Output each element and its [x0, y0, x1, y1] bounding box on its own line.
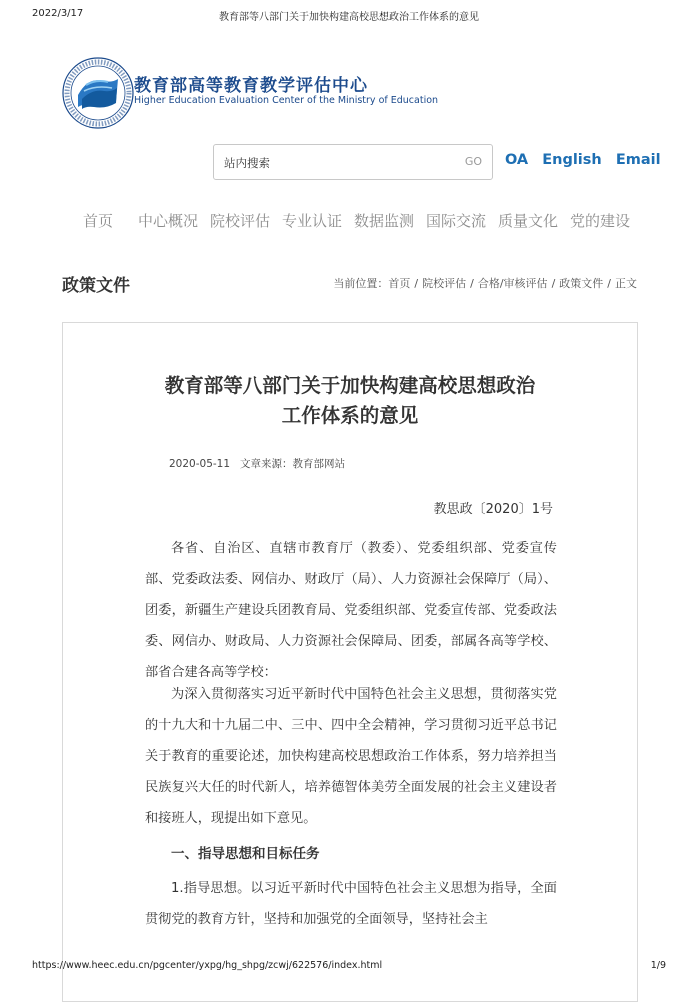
email-link[interactable]: Email	[615, 152, 661, 168]
print-footer	[0, 960, 698, 974]
site-name-en: Higher Education Evaluation Center of the Ministry of Education	[134, 95, 439, 106]
print-page-number: 1/9	[650, 960, 666, 971]
nav-item-home[interactable]: 首页	[83, 212, 114, 230]
article-card	[62, 322, 638, 1002]
breadcrumb-home[interactable]: 首页	[388, 277, 411, 290]
oa-link[interactable]: OA	[505, 152, 529, 168]
print-title: 教育部等八部门关于加快构建高校思想政治工作体系的意见	[219, 12, 479, 23]
nav-item-party-building[interactable]: 党的建设	[570, 212, 631, 230]
article-paragraph-2: 为深入贯彻落实习近平新时代中国特色社会主义思想，贯彻落实党的十九大和十九届二中、三中、四中全会精神，学习贯彻习近平总书记关于教育的重要论述，加快构建高校思想政治工作体系，努力培养担当民族复兴大任的时代新人，培养德智体美劳全面发展的社会主义建设者和接班人，现提出如下意见。	[145, 687, 557, 826]
article-title-line2: 工作体系的意见	[281, 404, 419, 427]
nav-item-quality-culture[interactable]: 质量文化	[498, 212, 559, 230]
article-source: 文章来源：教育部网站	[240, 458, 346, 470]
main-nav	[0, 210, 698, 232]
section-title: 政策文件	[62, 276, 130, 296]
article-paragraph-3: 1.指导思想。以习近平新时代中国特色社会主义思想为指导，全面贯彻党的教育方针，坚持和加强党的全面领导，坚持社会主	[145, 881, 557, 927]
nav-item-data-monitoring[interactable]: 数据监测	[354, 212, 415, 230]
section-heading: 一、指导思想和目标任务	[171, 846, 320, 862]
article-date: 2020-05-11	[169, 458, 231, 470]
article-title-line1: 教育部等八部门关于加快构建高校思想政治	[164, 374, 536, 397]
breadcrumb-audit-evaluation[interactable]: 合格/审核评估	[477, 277, 548, 290]
search-input[interactable]	[224, 154, 444, 172]
article-meta	[169, 456, 345, 471]
search-box	[213, 144, 493, 180]
print-date: 2022/3/17	[32, 8, 84, 19]
breadcrumb-current: 正文	[615, 277, 637, 290]
search-go-button[interactable]: GO	[464, 155, 482, 168]
print-url: https://www.heec.edu.cn/pgcenter/yxpg/hg_shpg/zcwj/622576/index.html	[32, 960, 383, 971]
breadcrumb-prefix: 当前位置：	[333, 277, 389, 290]
nav-item-accreditation[interactable]: 专业认证	[282, 212, 343, 230]
article-paragraph-1: 各省、自治区、直辖市教育厅（教委）、党委组织部、党委宣传部、党委政法委、网信办、财政厅（局）、人力资源社会保障厅（局）、团委，新疆生产建设兵团教育局、党委组织部、党委宣传部、党委政法委、网信办、财政局、人力资源社会保障局、团委，部属各高等学校、部省合建各高等学校：	[145, 541, 557, 680]
english-link[interactable]: English	[542, 152, 602, 168]
heec-logo-icon[interactable]	[60, 55, 136, 131]
nav-item-about[interactable]: 中心概况	[138, 212, 199, 230]
site-name-cn: 教育部高等教育教学评估中心	[134, 76, 368, 96]
breadcrumb: 当前位置：首页 / 院校评估 / 合格/审核评估 / 政策文件 / 正文	[333, 277, 637, 290]
breadcrumb-policy-files[interactable]: 政策文件	[559, 277, 604, 290]
nav-item-institution-evaluation[interactable]: 院校评估	[210, 212, 271, 230]
document-number: 教思政〔2020〕1号	[433, 502, 553, 517]
print-header	[0, 8, 698, 22]
nav-item-international[interactable]: 国际交流	[426, 212, 487, 230]
top-links	[505, 152, 670, 168]
breadcrumb-institution-evaluation[interactable]: 院校评估	[422, 277, 467, 290]
